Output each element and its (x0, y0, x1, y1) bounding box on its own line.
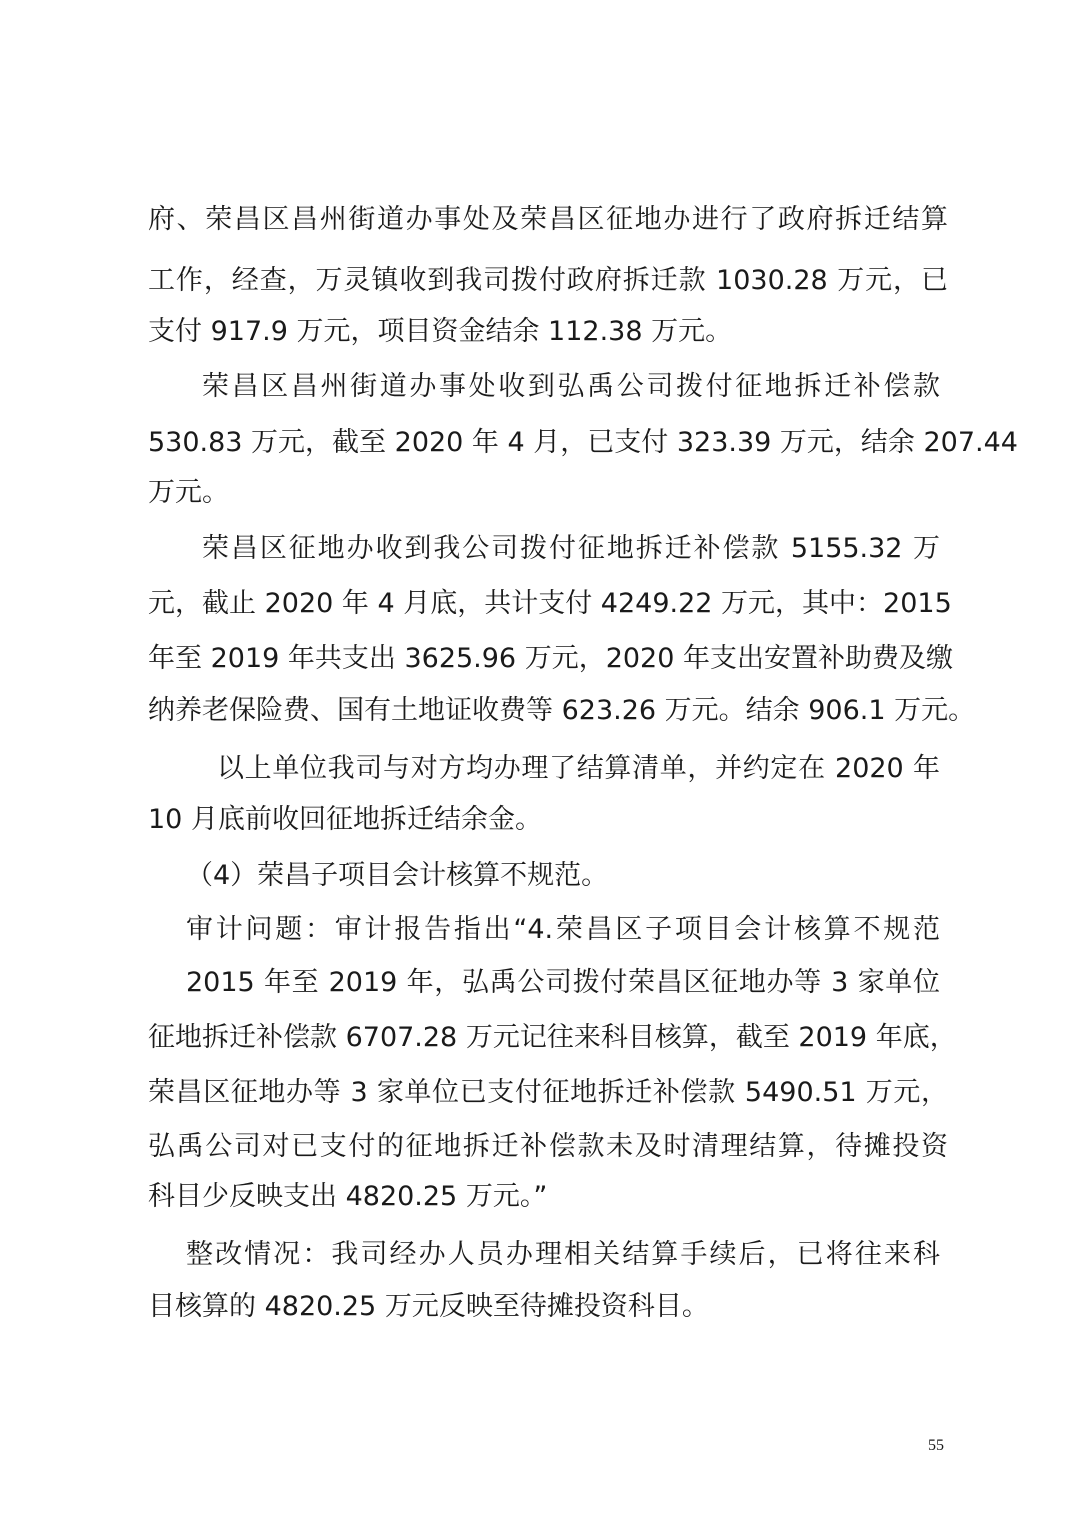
text-line: 科目少反映支出 4820.25 万元。” (148, 1181, 548, 1212)
text-line: 530.83 万元，截至 2020 年 4 月，已支付 323.39 万元，结余 207.44 (148, 427, 1018, 458)
section-heading: （4）荣昌子项目会计核算不规范。 (186, 860, 609, 891)
text-line: 万元。 (148, 477, 229, 508)
text-line: 支付 917.9 万元，项目资金结余 112.38 万元。 (148, 316, 733, 347)
text-line: 征地拆迁补偿款 6707.28 万元记往来科目核算，截至 2019 年底， (148, 1022, 957, 1053)
text-line: 10 月底前收回征地拆迁结余金。 (148, 804, 542, 835)
text-line: 纳养老保险费、国有土地证收费等 623.26 万元。结余 906.1 万元。 (148, 695, 976, 726)
text-line: 目核算的 4820.25 万元反映至待摊投资科目。 (148, 1291, 709, 1322)
text-line: 工作，经查，万灵镇收到我司拨付政府拆迁款 1030.28 万元，已 (148, 265, 948, 296)
page-number: 55 (928, 1437, 944, 1454)
text-line: 荣昌区征地办等 3 家单位已支付征地拆迁补偿款 5490.51 万元， (148, 1077, 948, 1108)
text-line: 整改情况：我司经办人员办理相关结算手续后，已将往来科 (186, 1239, 940, 1270)
text-line: 弘禹公司对已支付的征地拆迁补偿款未及时清理结算，待摊投资 (148, 1131, 948, 1162)
text-line: 审计问题：审计报告指出“4.荣昌区子项目会计核算不规范 (186, 914, 940, 945)
text-line: 2015 年至 2019 年，弘禹公司拨付荣昌区征地办等 3 家单位 (186, 967, 940, 998)
text-line: 年至 2019 年共支出 3625.96 万元，2020 年支出安置补助费及缴 (148, 643, 953, 674)
text-line: 荣昌区昌州街道办事处收到弘禹公司拨付征地拆迁补偿款 (202, 371, 940, 402)
text-line: 荣昌区征地办收到我公司拨付征地拆迁补偿款 5155.32 万 (202, 533, 940, 564)
text-line: 以上单位我司与对方均办理了结算清单，并约定在 2020 年 (217, 753, 940, 784)
text-line: 元，截止 2020 年 4 月底，共计支付 4249.22 万元，其中：2015 (148, 588, 952, 619)
text-line: 府、荣昌区昌州街道办事处及荣昌区征地办进行了政府拆迁结算 (148, 204, 948, 235)
